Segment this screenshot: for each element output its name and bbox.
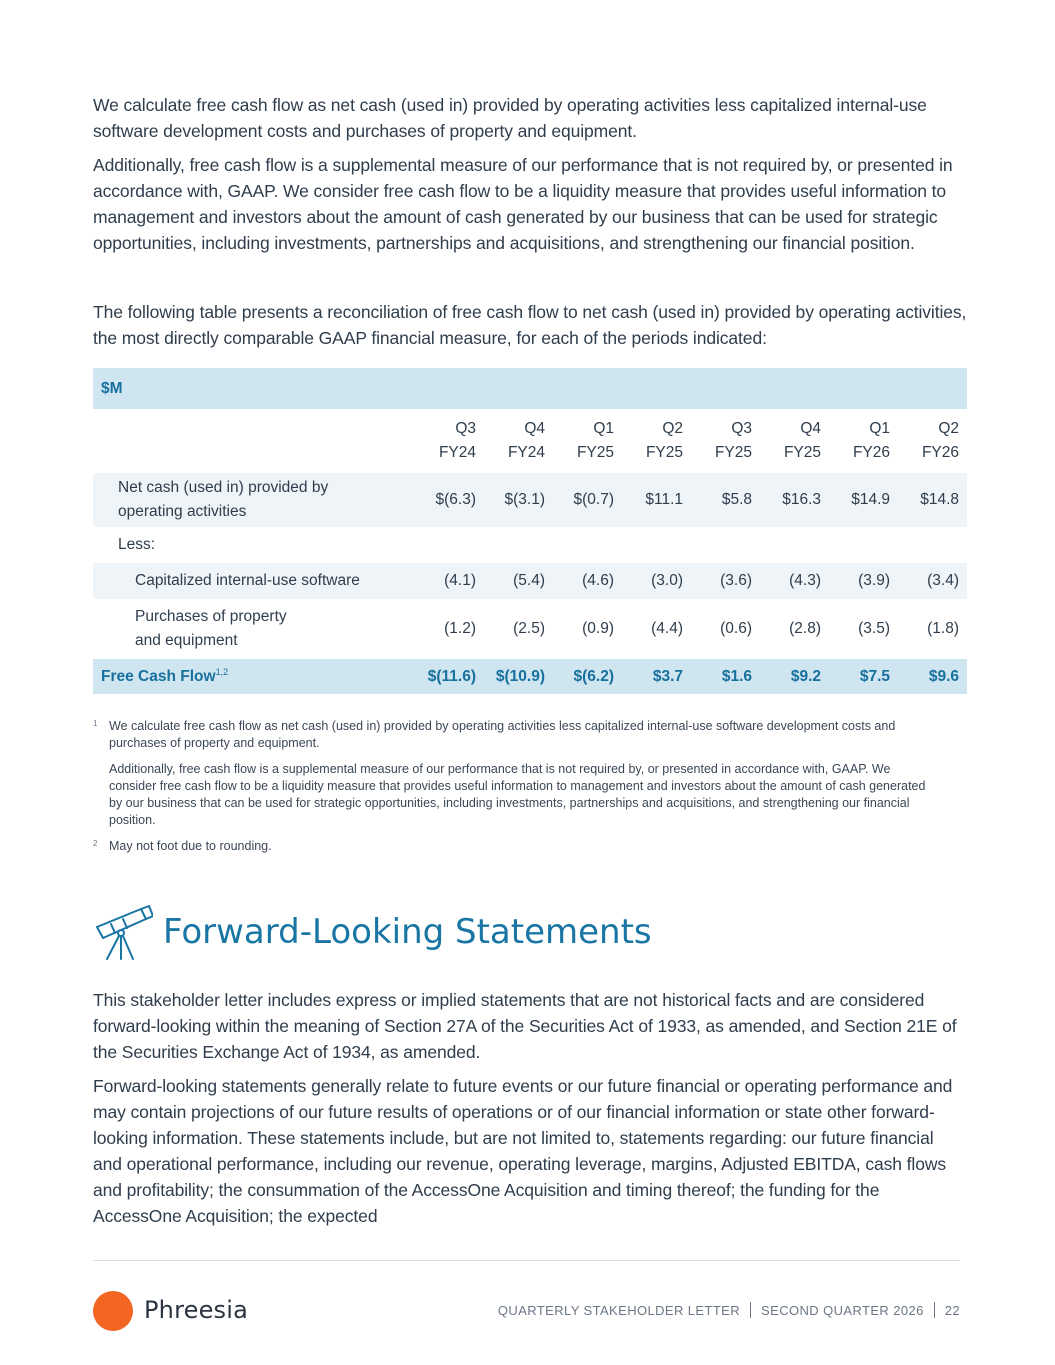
footnotes [93,718,967,864]
table-cell: $9.2 [760,659,829,694]
footer-info [498,1302,960,1318]
footer-separator [934,1302,935,1318]
footnote-1 [93,718,967,829]
table-cell: (3.4) [898,563,967,599]
forward-looking-paragraph-1: This stakeholder letter includes express or implied statements that are not historical facts and are considered forward-looking within the meaning of Section 27A of the Securities Act of 1933, as amended, and Section 21E of the Securities Exchange Act of 1934, as amended. [93,990,957,1062]
table-cell: $(6.2) [553,659,622,694]
table-cell: $(10.9) [484,659,553,694]
table-unit-row [93,368,967,409]
table-header-row [93,409,967,473]
table-cell: (5.4) [484,563,553,599]
table-cell: $11.1 [622,473,691,527]
table-cell: $14.8 [898,473,967,527]
table-cell: (3.6) [691,563,760,599]
table-cell: (3.9) [829,563,898,599]
intro-paragraph-3: The following table presents a reconciliation of free cash flow to net cash (used in) provided by operating activities, the most directly comparable GAAP financial measure, for each of the periods indicated: [93,302,967,348]
intro-paragraph-2: Additionally, free cash flow is a supplemental measure of our performance that is not required by, or presented in accordance with, GAAP. We consider free cash flow to be a liquidity measure that provides useful information to management and investors about the amount of cash generated by our business that can be used for strategic opportunities, including investments, partnerships and acquisitions, and strengthening our financial position. [93,155,953,253]
table-unit-label: $M [93,368,967,409]
table-cell: $(3.1) [484,473,553,527]
footnote-2-text: May not foot due to rounding. [109,839,272,853]
telescope-icon [93,905,153,961]
period-header: Q4 FY24 [507,420,545,461]
logo-wordmark: Phreesia [144,1296,249,1324]
page-number: 22 [944,1303,960,1318]
table-cell: $14.9 [829,473,898,527]
forward-looking-heading [93,905,967,961]
footnote-1-text-continued: Additionally, free cash flow is a supplemental measure of our performance that is not required by, or presented in accordance with, GAAP. We consider free cash flow to be a liquidity measure that provides useful information to management and investors about the amount of cash generated by our business that can be used for strategic opportunities, including investments, partnerships and acquisitions, and strengthening our financial position. [109,762,926,827]
table-cell: (1.8) [927,620,959,637]
table-cell: $5.8 [691,473,760,527]
forward-looking-paragraph-2: Forward-looking statements generally relate to future events or our future financial or operating performance and may contain projections of our future results of operations or of our financial information or state other forward-looking information. These statements include, but are not limited to, statements regarding: our future financial and operational performance, including our revenue, operating leverage, margins, Adjusted EBITDA, cash flows and profitability; the consummation of the AccessOne Acquisition and timing thereof; the funding for the AccessOne Acquisition; the expected [93,1076,953,1226]
table-cell: $7.5 [829,659,898,694]
table-cell: $1.6 [691,659,760,694]
logo-mark-icon [93,1291,133,1331]
table-row-net-cash [93,473,967,527]
table-cell: $16.3 [760,473,829,527]
table-cell: (3.0) [622,563,691,599]
table-cell: $9.6 [898,659,967,694]
footer-divider [93,1260,960,1261]
table-header-blank [93,409,415,473]
footnote-marker: 2 [93,839,98,848]
intro-paragraph-1: We calculate free cash flow as net cash (used in) provided by operating activities less capitalized internal-use software development costs and purchases of property and equipment. [93,95,927,141]
free-cash-flow-table [93,368,967,694]
table-cell: (4.4) [651,620,683,637]
footnote-marker: 1 [93,719,98,728]
period-header: Q1 FY25 [576,420,614,461]
table-cell: $(11.6) [415,659,484,694]
table-row-free-cash-flow [93,659,967,694]
table-cell: (3.5) [858,620,890,637]
table-cell: (1.2) [444,620,476,637]
period-header: Q4 FY25 [783,420,821,461]
footnote-1-text: We calculate free cash flow as net cash (used in) provided by operating activities less capitalized internal-use software development costs and purchases of property and equipment. [109,719,896,750]
table-cell: (0.9) [582,620,614,637]
footnote-2 [93,838,967,855]
table-cell: (0.6) [720,620,752,637]
period-header: Q3 FY24 [438,420,476,461]
period-header: Q2 FY25 [645,420,683,461]
table-row-capitalized-software [93,563,967,599]
less-label: Less: [118,536,156,553]
period-header: Q2 FY26 [921,420,959,461]
table-cell: $(0.7) [553,473,622,527]
table-row-less [93,527,967,563]
net-cash-label: Net cash (used in) provided by operating activities [93,473,415,527]
capitalized-software-label: Capitalized internal-use software [93,563,415,599]
period-header: Q3 FY25 [714,420,752,461]
table-row-purchases [93,599,967,659]
table-cell: (2.5) [513,620,545,637]
section-title: Forward-Looking Statements [163,912,652,952]
table-cell: (2.8) [789,620,821,637]
table-cell: (4.3) [760,563,829,599]
period-header: Q1 FY26 [852,420,890,461]
table-cell: $(6.3) [415,473,484,527]
footer-doc-title: QUARTERLY STAKEHOLDER LETTER [497,1303,741,1318]
table-cell: (4.1) [415,563,484,599]
free-cash-flow-label: Free Cash Flow$^{1,2}$ [93,659,415,694]
footer-separator [750,1302,751,1318]
table-cell: $3.7 [622,659,691,694]
footer-period: SECOND QUARTER 2026 [761,1303,924,1318]
table-cell: (4.6) [553,563,622,599]
purchases-label: Purchases of property and equipment [135,608,287,649]
